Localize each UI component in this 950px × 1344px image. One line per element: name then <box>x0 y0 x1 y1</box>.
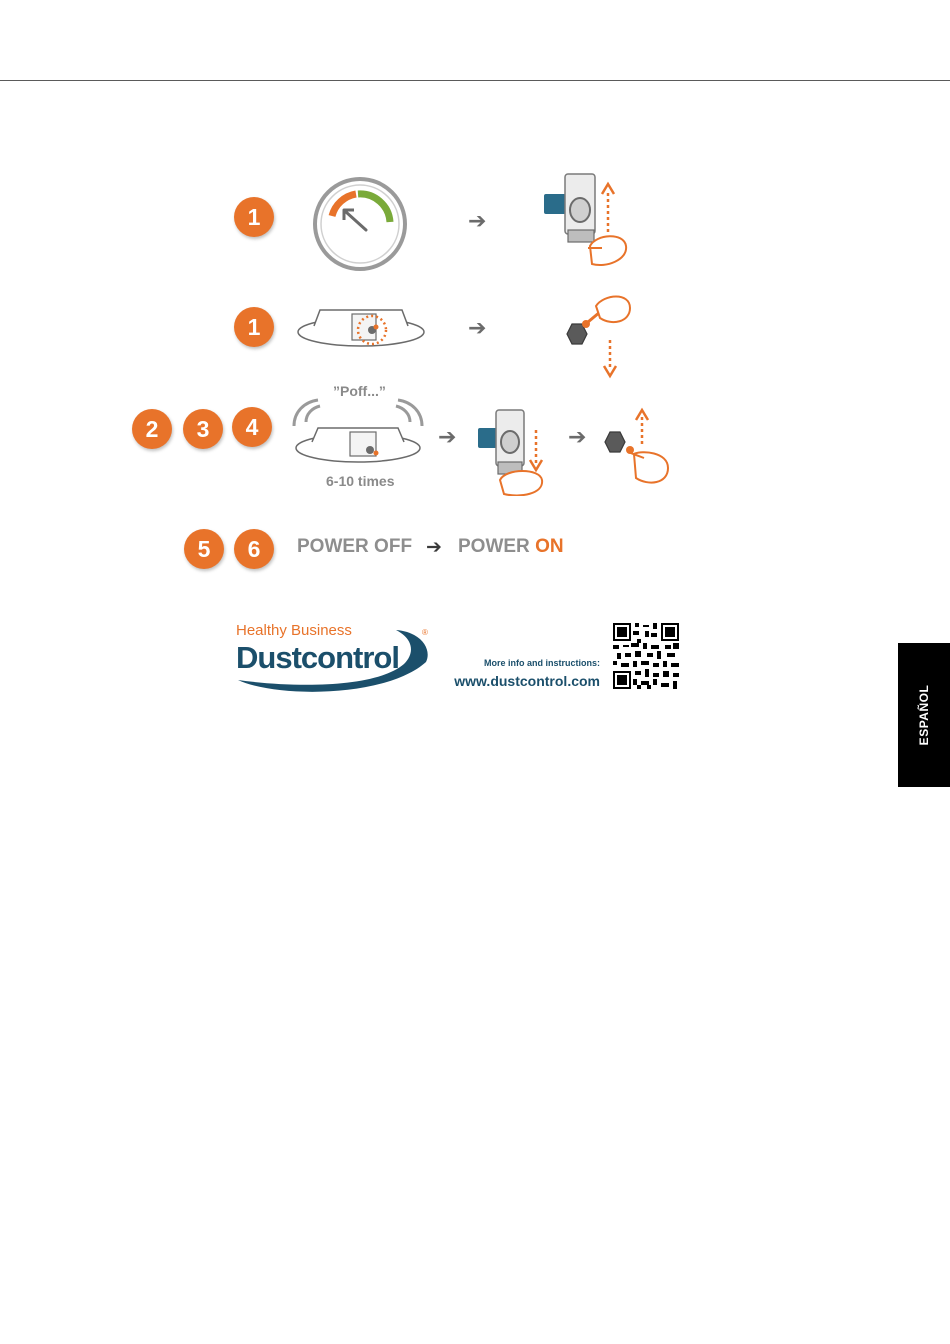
power-on-prefix: POWER <box>458 536 530 557</box>
filter-lever-up-icon <box>540 168 636 272</box>
step-badge: 4 <box>232 407 272 447</box>
hex-bolt-release-icon <box>604 406 674 490</box>
step-badge: 3 <box>183 409 223 449</box>
arrow-right-icon: ➔ <box>438 425 457 450</box>
step-badge: 6 <box>234 529 274 569</box>
language-tab <box>898 643 950 787</box>
registered-mark: ® <box>422 628 428 637</box>
arrow-right-icon: ➔ <box>426 536 442 558</box>
arrow-right-icon: ➔ <box>468 316 487 341</box>
sound-label: ”Poff...” <box>333 383 386 399</box>
top-rule <box>0 80 950 81</box>
power-on-label <box>458 536 564 558</box>
pressure-gauge-icon <box>312 176 408 272</box>
step-badge: 1 <box>234 307 274 347</box>
machine-top-icon <box>296 300 426 356</box>
power-on-word: ON <box>535 536 564 557</box>
repeat-count-label: 6-10 times <box>326 473 395 489</box>
arrow-right-icon: ➔ <box>468 209 487 234</box>
step-badge: 5 <box>184 529 224 569</box>
filter-lever-down-icon <box>476 404 550 496</box>
language-tab-label: ESPAÑOL <box>917 684 931 746</box>
website-link[interactable]: www.dustcontrol.com <box>454 673 600 689</box>
step-badge: 2 <box>132 409 172 449</box>
logo-tagline: Healthy Business <box>236 622 352 639</box>
machine-vibrating-icon <box>290 392 426 466</box>
hex-bolt-press-icon <box>560 290 636 380</box>
step-badge: 1 <box>234 197 274 237</box>
qr-code-icon[interactable] <box>613 623 679 689</box>
info-note: More info and instructions: <box>484 658 600 668</box>
logo-wordmark: Dustcontrol <box>236 640 399 675</box>
power-off-label: POWER OFF <box>297 536 413 557</box>
arrow-right-icon: ➔ <box>568 425 587 450</box>
